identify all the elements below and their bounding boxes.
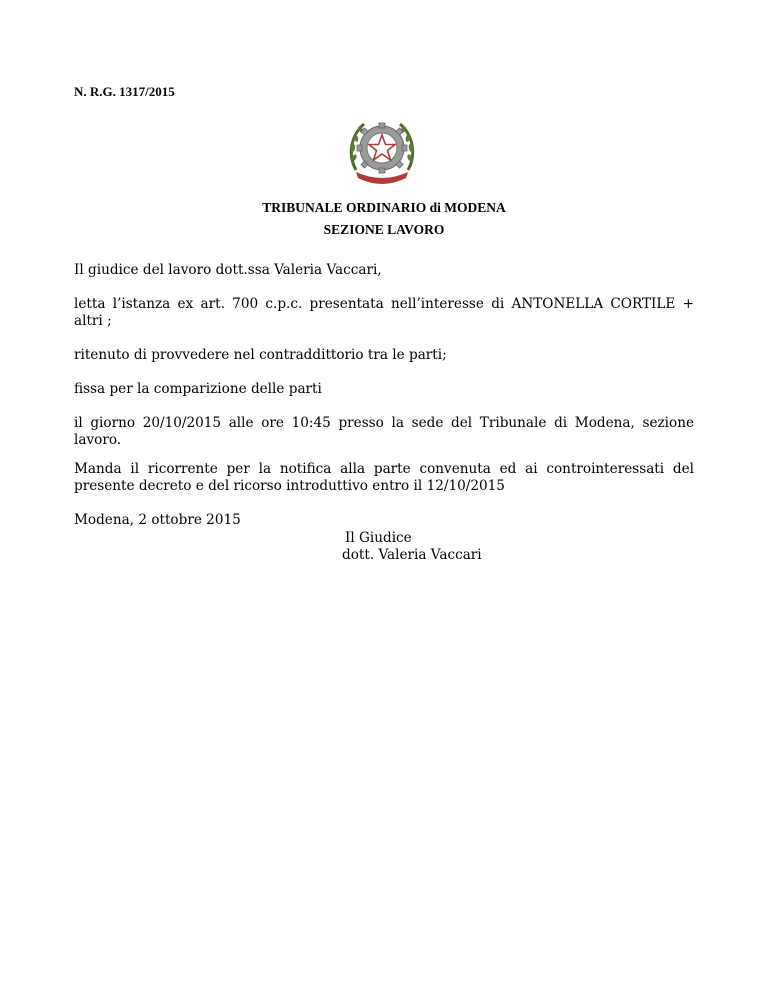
hearing-date-paragraph: il giorno 20/10/2015 alle ore 10:45 presso la sede del Tribunale di Modena, sezione lavoro. — [74, 415, 694, 448]
judge-intro: Il giudice del lavoro dott.ssa Valeria Vaccari, — [74, 262, 382, 278]
petition-paragraph: letta l’istanza ex art. 700 c.p.c. presentata nell’interesse di ANTONELLA CORTILE + altri ; — [74, 296, 694, 329]
hearing-fixing-paragraph: fissa per la comparizione delle parti — [74, 381, 322, 397]
judge-role: Il Giudice — [345, 530, 412, 546]
case-number: N. R.G. 1317/2015 — [74, 84, 175, 99]
judge-signature-name: dott. Valeria Vaccari — [342, 547, 482, 563]
court-section: SEZIONE LAVORO — [323, 222, 445, 237]
court-name: TRIBUNALE ORDINARIO di MODENA — [262, 200, 506, 215]
place-date: Modena, 2 ottobre 2015 — [74, 512, 241, 528]
italian-republic-emblem — [342, 110, 422, 190]
deliberation-paragraph: ritenuto di provvedere nel contraddittorio tra le parti; — [74, 347, 447, 363]
notification-paragraph: Manda il ricorrente per la notifica alla parte convenuta ed ai controinteressati del presente decreto e del ricorso introduttivo entro il 12/10/2015 — [74, 461, 694, 494]
